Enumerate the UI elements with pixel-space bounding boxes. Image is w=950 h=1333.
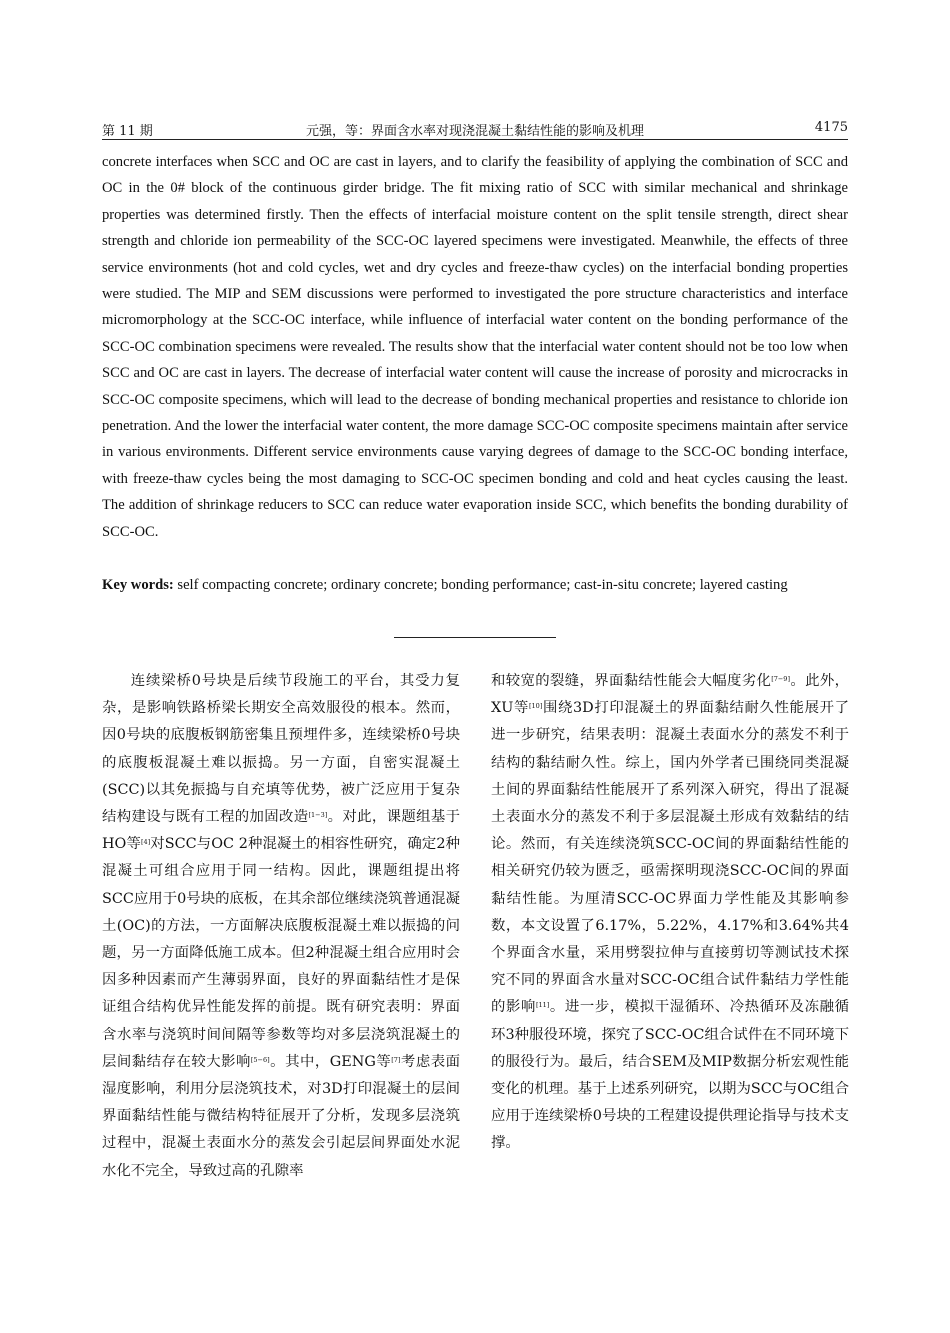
body-text: 。其中，GENG等 bbox=[269, 1053, 392, 1070]
citation: [4] bbox=[140, 838, 151, 847]
issue-number: 第 11 期 bbox=[102, 124, 153, 139]
body-text: 围绕3D打印混凝土的界面黏结耐久性能展开了进一步研究，结果表明：混凝土表面水分的蒸发不利于结构的黏结耐久性。综上，国内外学者已围绕同类混凝土间的界面黏结性能展开了系列深入研究，得出了混凝土表面水分的蒸发不利于多层混凝土形成有效黏结的结论。然而，有关连续浇筑SCC-OC间的界面黏结性能的相关研究仍较为匮乏，亟需探明现浇SCC-OC间的界面黏结性能。为厘清SCC-OC界面力学性能及其影响参数，本文设置了6.17%，5.22%，4.17%和3.64%共4个界面含水量，采用劈裂拉伸与直接剪切等测试技术探究不同的界面含水量对SCC-OC组合试件黏结力学性能的影响 bbox=[491, 700, 849, 1016]
body-text: 。此外，XU等 bbox=[491, 673, 849, 717]
body-text: 对SCC与OC 2种混凝土的相容性研究，确定2种混凝土可组合应用于同一结构。因此，课题组提出将SCC应用于0号块的底板，在其余部位继续浇筑普通混凝土(OC)的方法，一方面解决底腹板混凝土难以振捣的问题，另一方面降低施工成本。但2种混凝土组合应用时会因多种因素而产生薄弱界面，良好的界面黏结性才是保证组合结构优异性能发挥的前提。既有研究表明：界面含水率与浇筑时间间隔等参数等均对多层浇筑混凝土的层间黏结存在较大影响 bbox=[102, 836, 461, 1070]
keywords-label: Key words: bbox=[102, 577, 174, 593]
page-number: 4175 bbox=[814, 120, 848, 135]
running-title: 元强，等：界面含水率对现浇混凝土黏结性能的影响及机理 bbox=[305, 124, 644, 139]
citation: [10] bbox=[529, 702, 543, 711]
body-text: 考虑表面湿度影响，利用分层浇筑技术，对3D打印混凝土的层间界面黏结性能与微结构特征展开了分析，发现多层浇筑过程中，混凝土表面水分的蒸发会引起层间界面处水泥水化不完全，导致过高的孔隙率 bbox=[102, 1053, 460, 1179]
body-column-right bbox=[491, 668, 849, 1158]
section-divider bbox=[394, 637, 556, 638]
body-column-left bbox=[102, 668, 460, 1185]
citation: [7] bbox=[391, 1055, 401, 1064]
body-text: 。对此，课题组基于HO等 bbox=[102, 809, 460, 853]
citation: [1−3] bbox=[308, 811, 328, 820]
citation: [7−9] bbox=[771, 675, 790, 683]
running-header bbox=[102, 117, 848, 140]
keywords-text: self compacting concrete; ordinary concrete; bonding performance; cast-in-situ concrete; layered casting bbox=[173, 577, 788, 593]
english-abstract: concrete interfaces when SCC and OC are cast in layers, and to clarify the feasibility of applying the combination of SCC and OC in the 0# block of the continuous girder bridge. The fit mixing ratio of SCC with similar mechanical and shrinkage properties was determined firstly. Then the effects of interfacial moisture content on the split tensile strength, direct shear strength and chloride ion permeability of the SCC-OC layered specimens were investigated. Meanwhile, the effects of three service environments (hot and cold cycles, wet and dry cycles and freeze-thaw cycles) on the interfacial bonding properties were studied. The MIP and SEM discussions were performed to investigated the pore structure characteristics and interface micromorphology at the SCC-OC interface, while influence of interfacial water content on the bonding performance of the SCC-OC combination specimens were revealed. The results show that the interfacial water content should not be too low when SCC and OC are cast in layers. The decrease of interfacial water content will cause the increase of porosity and microcracks in SCC-OC composite specimens, which will lead to the decrease of bonding mechanical properties and resistance to chloride ion penetration. And the lower the interfacial water content, the more damage SCC-OC composite specimens maintain after service in various environments. Different service environments cause varying degrees of damage to the SCC-OC bonding interface, with freeze-thaw cycles being the most damaging to SCC-OC specimen bonding and cold and heat cycles causing the least. The addition of shrinkage reducers to SCC can reduce water evaporation inside SCC, which benefits the bonding durability of SCC-OC. bbox=[102, 154, 848, 540]
body-text: 连续梁桥0号块是后续节段施工的平台，其受力复杂，是影响铁路桥梁长期安全高效服役的根本。然而，因0号块的底腹板钢筋密集且预埋件多，连续梁桥0号块的底腹板混凝土难以振捣。另一方面，自密实混凝土(SCC)以其免振捣与自充填等优势，被广泛应用于复杂结构建设与既有工程的加固改造 bbox=[102, 673, 460, 826]
body-text: 。进一步，模拟干湿循环、冷热循环及冻融循环3种服役环境，探究了SCC-OC组合试件在不同环境下的服役行为。最后，结合SEM及MIP数据分析宏观性能变化的机理。基于上述系列研究，以期为SCC与OC组合应用于连续梁桥0号块的工程建设提供理论指导与技术支撑。 bbox=[491, 999, 849, 1152]
citation: [11] bbox=[535, 1001, 550, 1010]
body-text: 和较宽的裂缝，界面黏结性能会大幅度劣化 bbox=[491, 673, 772, 689]
citation: [5−6] bbox=[250, 1055, 270, 1064]
keywords bbox=[102, 572, 848, 598]
